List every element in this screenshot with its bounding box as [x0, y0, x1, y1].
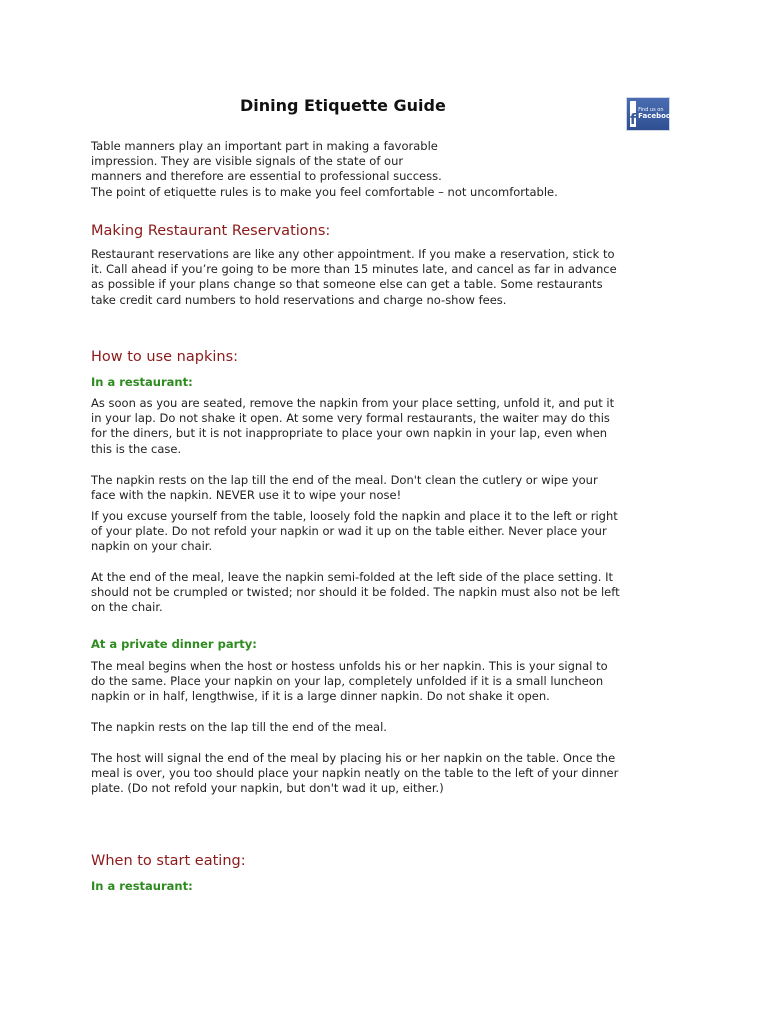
napkins-party-paragraph-1: The meal begins when the host or hostess unfolds his or her napkin. This is your signal to do the same. Place your napkin on your lap, completely unfolded if it is a small luncheon napkin or in half, lengthwise, if it is a large dinner napkin. Do not shake it open.	[91, 659, 608, 704]
reservations-heading: Making Restaurant Reservations:	[91, 223, 331, 239]
napkins-heading: How to use napkins:	[91, 349, 239, 365]
facebook-badge-word: Facebook	[638, 112, 676, 120]
napkins-restaurant-paragraph-4: At the end of the meal, leave the napkin semi-folded at the left side of the place setting. It should not be crumpled or twisted; nor should it be folded. The napkin must also not be left on the chair.	[91, 570, 620, 615]
eating-heading: When to start eating:	[91, 853, 246, 869]
eating-restaurant-heading: In a restaurant:	[91, 879, 193, 893]
napkins-restaurant-paragraph-3: If you excuse yourself from the table, loosely fold the napkin and place it to the left or right of your plate. Do not refold your napkin or wad it up on the table either. Never place your napkin on your chair.	[91, 509, 618, 554]
napkins-restaurant-paragraph-2: The napkin rests on the lap till the end of the meal. Don't clean the cutlery or wipe your face with the napkin. NEVER use it to wipe your nose!	[91, 473, 598, 503]
facebook-badge-link[interactable]	[626, 97, 676, 131]
facebook-icon: f	[630, 101, 636, 127]
intro-paragraph: Table manners play an important part in making a favorable impression. They are visible signals of the state of our manners and therefore are essential to professional success. The point of etiquette rules is to make you feel comfortable – not uncomfortable.	[91, 139, 558, 199]
napkins-party-paragraph-2: The napkin rests on the lap till the end of the meal.	[91, 720, 387, 734]
reservations-paragraph: Restaurant reservations are like any other appointment. If you make a reservation, stick to it. Call ahead if you’re going to be more than 15 minutes late, and cancel as far in advance as possible if your plans change so that someone else can get a table. Some restaurants take credit card numbers to hold reservations and charge no-show fees.	[91, 247, 617, 307]
napkins-party-paragraph-3: The host will signal the end of the meal by placing his or her napkin on the table. Once the meal is over, you too should place your napkin neatly on the table to the left of your dinner plate. (Do not refold your napkin, but don't wad it up, either.)	[91, 751, 619, 796]
napkins-restaurant-heading: In a restaurant:	[91, 375, 193, 389]
facebook-badge-small-text: Find us on	[638, 107, 664, 113]
napkins-party-heading: At a private dinner party:	[91, 637, 257, 651]
page-title: Dining Etiquette Guide	[240, 96, 446, 115]
facebook-badge-text	[638, 108, 675, 120]
napkins-restaurant-paragraph-1: As soon as you are seated, remove the napkin from your place setting, unfold it, and put it in your lap. Do not shake it open. At some very formal restaurants, the waiter may do this for the diners, but it is not inappropriate to place your own napkin in your lap, even when this is the case.	[91, 396, 615, 456]
